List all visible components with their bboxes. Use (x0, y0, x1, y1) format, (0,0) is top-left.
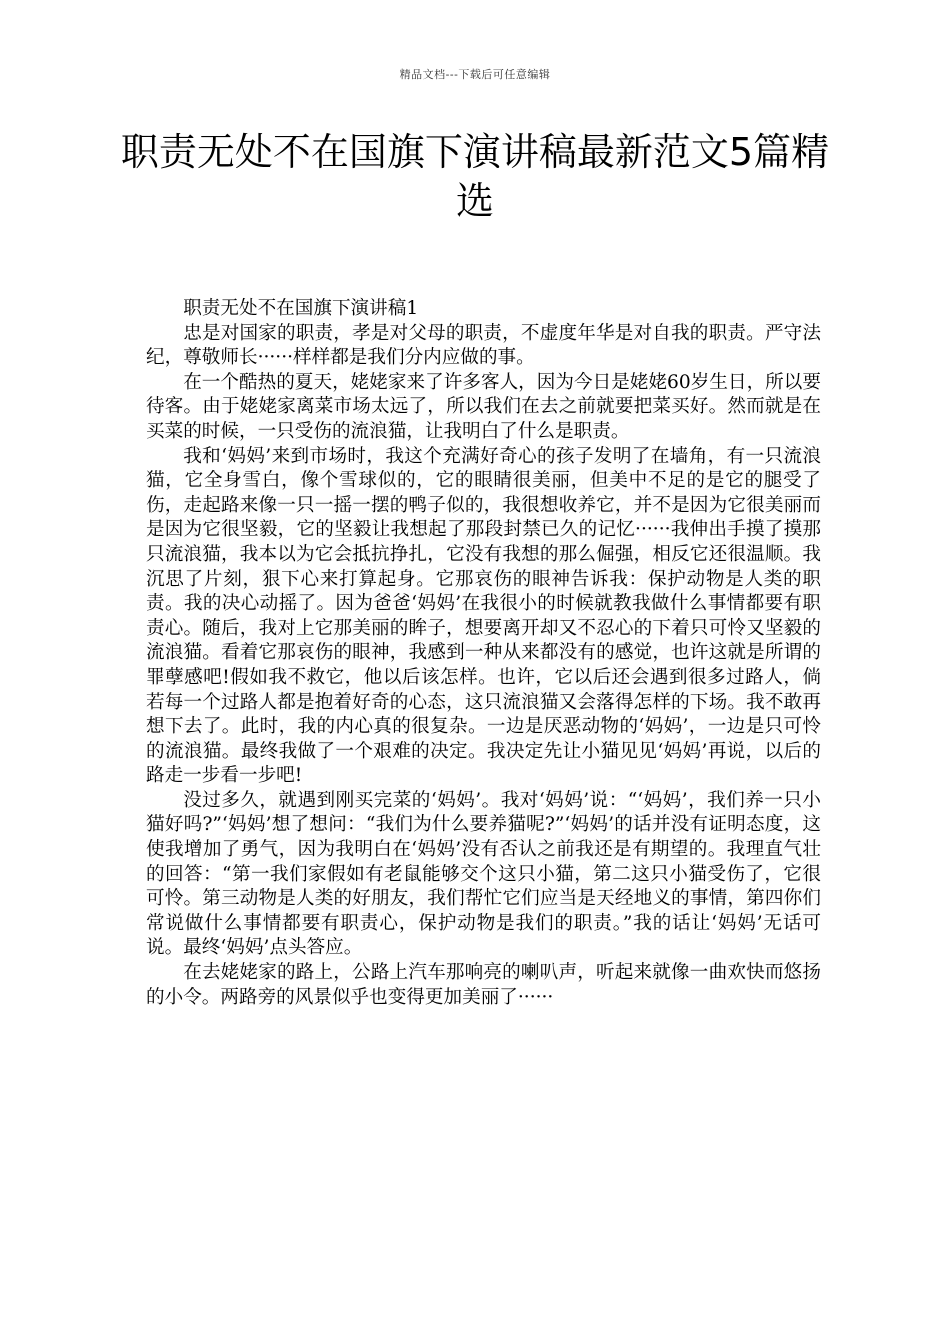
paragraph: 忠是对国家的职责，孝是对父母的职责，不虚度年华是对自我的职责。严守法纪，尊敬师长······样样都是我们分内应做的事。 (146, 322, 821, 369)
section-heading: 职责无处不在国旗下演讲稿1 (183, 298, 419, 319)
document-body (146, 297, 821, 1010)
header-note: 精品文档---下载后可任意编辑 (399, 68, 551, 81)
paragraph: 在一个酷热的夏天，姥姥家来了许多客人，因为今日是姥姥60岁生日，所以要待客。由于姥姥家离菜市场太远了，所以我们在去之前就要把菜买好。然而就是在买菜的时候，一只受伤的流浪猫，让我明白了什么是职责。 (146, 371, 821, 442)
paragraph: 我和‘妈妈’来到市场时，我这个充满好奇心的孩子发明了在墙角，有一只流浪猫，它全身雪白，像个雪球似的，它的眼睛很美丽，但美中不足的是它的腿受了伤，走起路来像一只一摇一摆的鸭子似的，我很想收养它，并不是因为它很美丽而是因为它很坚毅，它的坚毅让我想起了那段封禁已久的记忆······我伸出手摸了摸那只流浪猫，我本以为它会抵抗挣扎，它没有我想的那么倔强，相反它还很温顺。我沉思了片刻，狠下心来打算起身。它那哀伤的眼神告诉我：保护动物是人类的职责。我的决心动摇了。因为爸爸‘妈妈’在我很小的时候就教我做什么事情都要有职责心。随后，我对上它那美丽的眸子，想要离开却又不忍心的下着只可怜又坚毅的流浪猫。看着它那哀伤的眼神，我感到一种从来都没有的感觉，也许这就是所谓的罪孽感吧!假如我不救它，他以后该怎样。也许，它以后还会遇到很多过路人，倘若每一个过路人都是抱着好奇的心态，这只流浪猫又会落得怎样的下场。我不敢再想下去了。此时，我的内心真的很复杂。一边是厌恶动物的‘妈妈’，一边是只可怜的流浪猫。最终我做了一个艰难的决定。我决定先让小猫见见‘妈妈’再说，以后的路走一步看一步吧! (146, 445, 821, 787)
document-title: 职责无处不在国旗下演讲稿最新范文5篇精选 (120, 130, 830, 223)
paragraph: 没过多久，就遇到刚买完菜的‘妈妈’。我对‘妈妈’说：“‘妈妈’，我们养一只小猫好吗?”‘妈妈’想了想问：“我们为什么要养猫呢?”‘妈妈’的话并没有证明态度，这使我增加了勇气，因为我明白在‘妈妈’没有否认之前我还是有期望的。我理直气壮的回答：“第一我们家假如有老鼠能够交个这只小猫，第二这只小猫受伤了，它很可怜。第三动物是人类的好朋友，我们帮忙它们应当是天经地义的事情，第四你们常说做什么事情都要有职责心，保护动物是我们的职责。”我的话让‘妈妈’无话可说。最终‘妈妈’点头答应。 (146, 789, 821, 959)
paragraph: 在去姥姥家的路上，公路上汽车那响亮的喇叭声，听起来就像一曲欢快而悠扬的小令。两路旁的风景似乎也变得更加美丽了······ (146, 962, 821, 1008)
